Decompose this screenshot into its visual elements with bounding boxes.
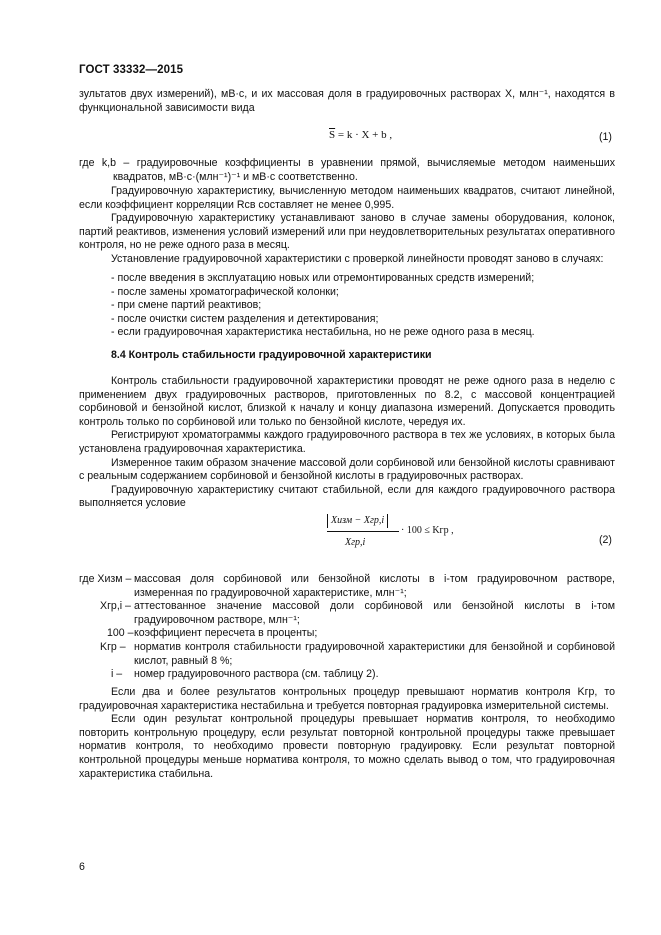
def-xizm: где Xизм – массовая доля сорбиновой или бензойной кислоты в i-том градуировочном растворе, измеренная по градуировочной характеристике, млн⁻¹;: [79, 573, 615, 599]
def-100: 100 – коэффициент пересчета в проценты;: [107, 627, 318, 640]
paragraph-6: Измеренное таким образом значение массовой доли сорбиновой или бензойной кислоты сравнивают с реальным содержанием сорбиновой и бензойной кислоты в градуировочных растворах.: [79, 456, 615, 483]
def-xgr: Xгр,i – аттестованное значение массовой доли сорбиновой или бензойной кислоты в i-том градуировочном растворе, млн⁻¹;: [100, 600, 615, 626]
paragraphs-group-3: [79, 686, 615, 781]
page-number: 6: [79, 861, 85, 873]
formula-1-rhs: = k · X + b ,: [337, 129, 393, 141]
paragraphs-group-1: [79, 185, 615, 267]
fraction-bar: [327, 531, 399, 532]
definitions-block-2: [79, 573, 615, 682]
paragraph-3: Установление градуировочной характеристики с проверкой линейности проводят заново в случаях:: [111, 252, 604, 265]
list-item: - после введения в эксплуатацию новых или отремонтированных средств измерений;: [111, 272, 535, 284]
def-k-b: где k,b – градуировочные коэффициенты в уравнении прямой, вычисляемые методом наименьших квадратов, мВ·с·(млн⁻¹)⁻¹ и мВ·с соответственно.: [79, 157, 615, 183]
intro-text: зультатов двух измерений), мВ·с, и их массовая доля в градуировочных растворах X, млн⁻¹, находятся в функциональной зависимости вида: [79, 88, 615, 114]
formula-2-denominator: Xгр,i: [345, 537, 366, 548]
paragraph-2: Градуировочную характеристику устанавливают заново в случае замены оборудования, колонок, партий реактивов, изменения условий измерений или при неудовлетворительных результатах оперативного контроля, но не реже одного раза в месяц.: [79, 212, 615, 252]
formula-2-number: (2): [599, 534, 612, 546]
paragraph-9: Если один результат контрольной процедуры превышает норматив контроля, то необходимо повторить контрольную процедуру, если результат повторной контрольной процедуры также превышает норматив контроля, то необходимо провести повторную градуировку. Если результат повторной контрольной процедуры меньше норматива контроля, то можно сделать вывод о том, что градуировочная характеристика стабильна.: [79, 713, 615, 780]
paragraph-1: Градуировочную характеристику, вычисленную методом наименьших квадратов, считают линейной, если коэффициент корреляции Rсв составляет не менее 0,995.: [79, 185, 615, 211]
document-header: ГОСТ 33332—2015: [79, 64, 184, 76]
section-heading: 8.4 Контроль стабильности градуировочной характеристики: [111, 349, 432, 361]
formula-1-number: (1): [599, 131, 612, 143]
paragraph-intro: [79, 88, 615, 115]
formula-2: [327, 514, 454, 558]
formula-1-lhs: $\overline{S}$: [329, 129, 336, 141]
paragraph-7: Градуировочную характеристику считают стабильной, если для каждого градуировочного раствора выполняется условие: [79, 483, 615, 510]
list-item: - если градуировочная характеристика нестабильна, но не реже одного раза в месяц.: [111, 326, 535, 339]
definitions-block-1: [79, 157, 615, 184]
list-item: - при смене партий реактивов;: [111, 299, 262, 312]
def-i: i – номер градуировочного раствора (см. таблицу 2).: [111, 668, 379, 681]
paragraphs-group-2: [79, 375, 615, 511]
formula-2-rhs: · 100 ≤ Kгр ,: [401, 525, 454, 536]
formula-1: [329, 129, 392, 143]
paragraph-4: Контроль стабильности градуировочной характеристики проводят не реже одного раза в неделю с применением двух градуировочных растворов, приготовленных по 8.2, с массовой концентрацией сорбиновой и бензойной кислот, близкой к началу и концу диапазона измерений. Допускается проводить контроль только по сорбиновой или только по бензойной кислоте, чередуя их.: [79, 375, 615, 428]
list-item: - после очистки систем разделения и детектирования;: [111, 312, 379, 325]
paragraph-8: Если два и более результатов контрольных процедур превышают норматив контроля Kгр, то градуировочная характеристика нестабильна и требуется повторная градуировка измерительной системы.: [79, 686, 615, 712]
list-item: - после замены хроматографической колонки;: [111, 285, 339, 298]
def-kgr: Kгр – норматив контроля стабильности градуировочной характеристики для бензойной и сорбиновой кислот, равный 8 %;: [100, 640, 615, 667]
formula-2-numerator: Xизм − Xгр,i: [327, 514, 388, 528]
paragraph-5: Регистрируют хроматограммы каждого градуировочного раствора в тех же условиях, в которых была установлена градуировочная характеристика.: [79, 429, 615, 455]
conditions-list: [111, 272, 615, 340]
